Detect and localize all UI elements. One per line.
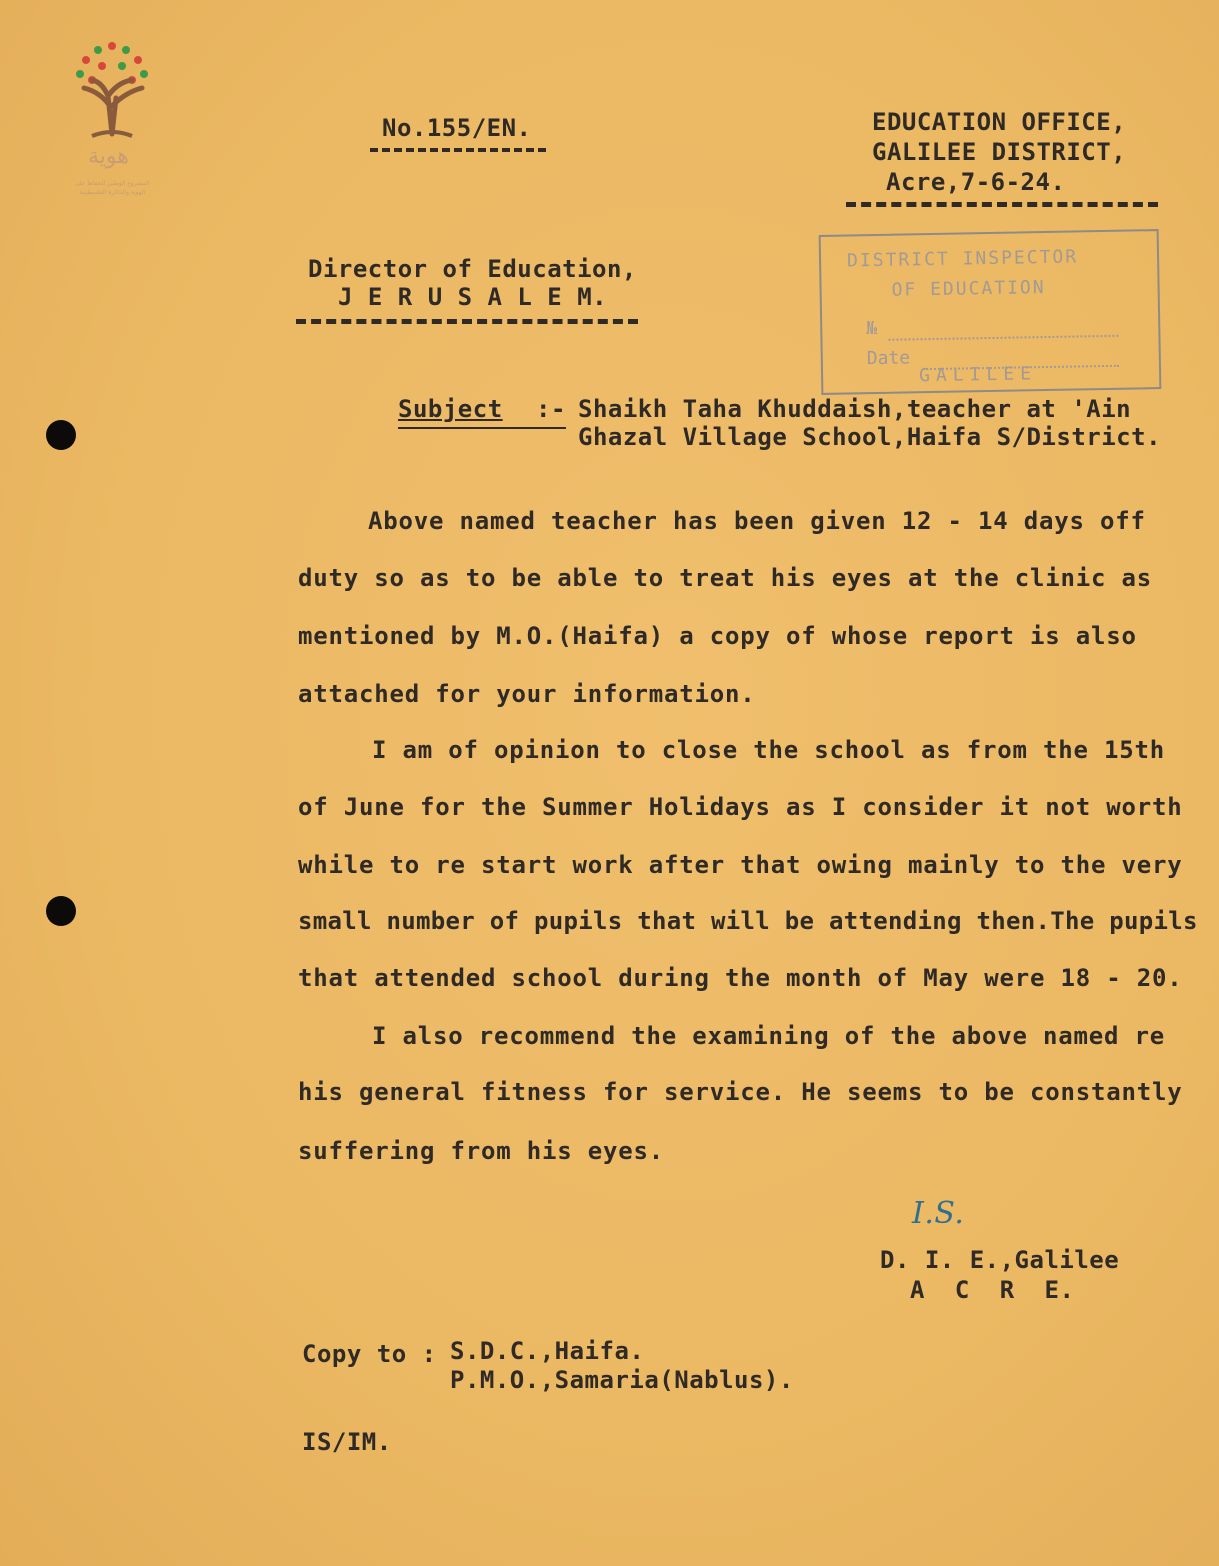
typist-initials: IS/IM. — [302, 1428, 392, 1456]
signature-title: D. I. E.,Galilee — [880, 1246, 1120, 1274]
reference-number: No.155/EN. — [382, 114, 532, 142]
paragraph-3-line: his general fitness for service. He seems to be constantly — [298, 1078, 1183, 1106]
addressee-title: Director of Education, — [308, 255, 637, 283]
addressee-city: J E R U S A L E M. — [338, 283, 608, 311]
copy-recipient-1: S.D.C.,Haifa. — [450, 1337, 645, 1365]
stamp-number-line — [888, 314, 1118, 341]
paragraph-3-line: I also recommend the examining of the above named re — [372, 1022, 1165, 1050]
stamp-line-1: DISTRICT INSPECTOR — [846, 246, 1079, 272]
office-line-2: GALILEE DISTRICT, — [872, 138, 1127, 166]
paragraph-3-line: suffering from his eyes. — [298, 1137, 664, 1165]
logo-subtitle-2: الهوية والذاكرة الفلسطينية — [78, 189, 146, 196]
punch-hole — [46, 896, 76, 926]
paragraph-2-line: of June for the Summer Holidays as I consider it not worth — [298, 793, 1183, 821]
logo-title: هوية — [88, 144, 129, 169]
subject-underline — [398, 427, 566, 429]
copy-recipient-2: P.M.O.,Samaria(Nablus). — [450, 1366, 794, 1394]
paragraph-1-line: duty so as to be able to treat his eyes at the clinic as — [298, 564, 1152, 592]
paragraph-2-line: small number of pupils that will be attending then.The pupils — [298, 907, 1198, 935]
stamp-district: GALILEE — [918, 363, 1038, 387]
stamp-line-2: OF EDUCATION — [891, 277, 1046, 301]
paragraph-2-line: that attended school during the month of May were 18 - 20. — [298, 964, 1183, 992]
subject-separator: :- — [536, 395, 566, 423]
office-underline — [846, 202, 1158, 207]
copy-to-label: Copy to : — [302, 1340, 437, 1368]
punch-hole — [46, 420, 76, 450]
received-stamp — [819, 229, 1162, 395]
subject-line-2: Ghazal Village School,Haifa S/District. — [578, 423, 1162, 451]
logo-subtitle-1: المشروع الوطني للحفاظ على — [74, 180, 150, 187]
paragraph-1-line: Above named teacher has been given 12 - 14 days off — [368, 507, 1146, 535]
stamp-number-label: № — [866, 317, 878, 340]
addressee-underline — [296, 319, 638, 324]
office-line-1: EDUCATION OFFICE, — [872, 108, 1127, 136]
paragraph-1-line: mentioned by M.O.(Haifa) a copy of whose report is also — [298, 622, 1137, 650]
reference-underline — [370, 148, 546, 152]
subject-label: Subject — [398, 395, 503, 423]
paragraph-2-line: while to re start work after that owing mainly to the very — [298, 851, 1183, 879]
heritage-logo — [62, 36, 162, 206]
office-date: Acre,7-6-24. — [886, 168, 1066, 196]
stamp-date-label: Date — [866, 347, 911, 370]
tree-icon — [62, 36, 162, 146]
subject-line-1: Shaikh Taha Khuddaish,teacher at 'Ain — [578, 395, 1132, 423]
handwritten-initials: I.S. — [912, 1196, 965, 1231]
paragraph-1-line: attached for your information. — [298, 680, 756, 708]
signature-city: A C R E. — [910, 1276, 1075, 1304]
paragraph-2-line: I am of opinion to close the school as from the 15th — [372, 736, 1165, 764]
